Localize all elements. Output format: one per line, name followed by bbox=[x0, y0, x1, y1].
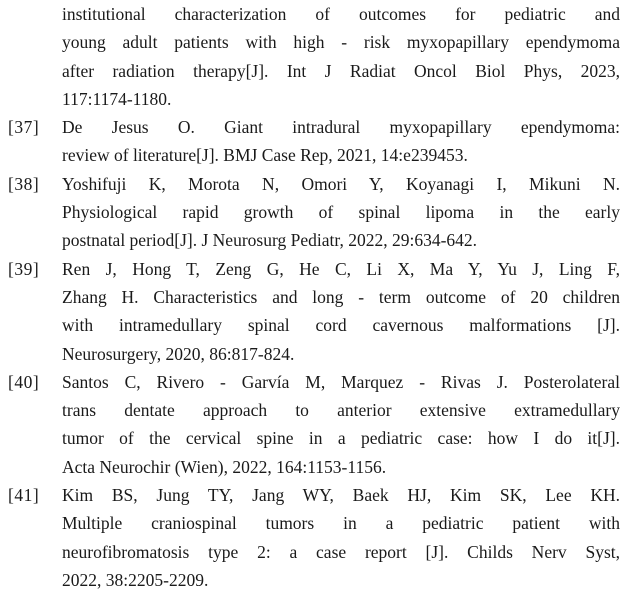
reference-number: [39] bbox=[8, 258, 40, 279]
reference-line: postnatal period[J]. J Neurosurg Pediatr, 2022, 29:634-642. bbox=[62, 230, 478, 251]
reference-line: Ren J, Hong T, Zeng G, He C, Li X, Ma Y, Yu J, Ling F, bbox=[62, 258, 620, 279]
reference-number: [40] bbox=[8, 371, 40, 392]
reference-line: Neurosurgery, 2020, 86:817-824. bbox=[62, 343, 295, 364]
reference-line: Multiple craniospinal tumors in a pediatric patient with bbox=[62, 513, 620, 534]
reference-line: De Jesus O. Giant intradural myxopapillary ependymoma: bbox=[62, 117, 620, 138]
reference-line: young adult patients with high - risk myxopapillary ependymoma bbox=[62, 32, 620, 53]
reference-number: [38] bbox=[8, 173, 40, 194]
reference-line: tumor of the cervical spine in a pediatric case: how I do it[J]. bbox=[62, 428, 620, 449]
reference-line: 117:1174-1180. bbox=[62, 88, 172, 109]
reference-line: trans dentate approach to anterior extensive extramedullary bbox=[62, 400, 620, 421]
reference-line: Zhang H. Characteristics and long - term outcome of 20 children bbox=[62, 286, 620, 307]
reference-line: Yoshifuji K, Morota N, Omori Y, Koyanagi I, Mikuni N. bbox=[62, 173, 620, 194]
reference-line: after radiation therapy[J]. Int J Radiat Oncol Biol Phys, 2023, bbox=[62, 60, 620, 81]
reference-line: 2022, 38:2205-2209. bbox=[62, 569, 209, 590]
reference-line: review of literature[J]. BMJ Case Rep, 2021, 14:e239453. bbox=[62, 145, 468, 166]
reference-number: [37] bbox=[8, 117, 40, 138]
reference-line: Physiological rapid growth of spinal lipoma in the early bbox=[62, 202, 620, 223]
reference-line: Acta Neurochir (Wien), 2022, 164:1153-1156. bbox=[62, 456, 387, 477]
reference-line: Kim BS, Jung TY, Jang WY, Baek HJ, Kim SK, Lee KH. bbox=[62, 485, 620, 506]
reference-line: institutional characterization of outcomes for pediatric and bbox=[62, 4, 620, 24]
reference-number: [41] bbox=[8, 485, 40, 506]
reference-line: with intramedullary spinal cord cavernous malformations [J]. bbox=[62, 315, 620, 336]
reference-line: neurofibromatosis type 2: a case report [J]. Childs Nerv Syst, bbox=[62, 541, 620, 562]
reference-line: Santos C, Rivero - Garvía M, Marquez - Rivas J. Posterolateral bbox=[62, 371, 620, 392]
